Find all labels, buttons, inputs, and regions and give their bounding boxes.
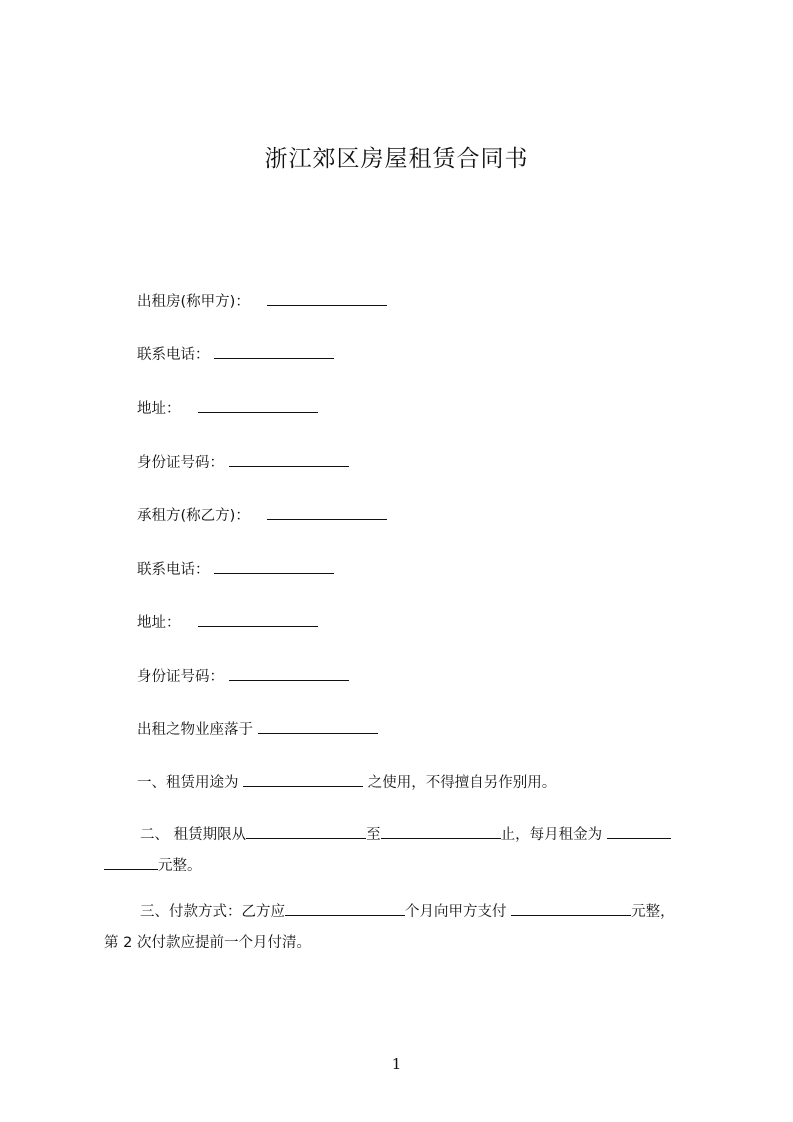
monthly-rent-blank-2[interactable] — [104, 855, 158, 870]
lessor-address-field — [137, 398, 318, 419]
lessor-name-blank[interactable] — [267, 291, 387, 306]
lessee-address-blank[interactable] — [198, 612, 318, 627]
clause-two-prefix: 二、 租赁期限从 — [140, 827, 247, 843]
clause-one-suffix: 之使用，不得擅自另作别用。 — [367, 775, 557, 791]
lessee-phone-field — [137, 559, 334, 580]
lessee-name-blank[interactable] — [267, 505, 387, 520]
clause-three — [104, 897, 700, 959]
lessee-id-field — [137, 666, 349, 687]
payment-amount-blank[interactable] — [511, 901, 631, 916]
lessee-name-field — [137, 505, 387, 526]
property-location-blank[interactable] — [258, 719, 378, 734]
usage-blank[interactable] — [243, 772, 363, 787]
property-location-field — [137, 719, 378, 740]
lessor-name-label: 出租房(称甲方)： — [137, 294, 250, 310]
lessor-id-blank[interactable] — [229, 452, 349, 467]
lessor-phone-label: 联系电话： — [137, 347, 210, 363]
lessor-id-field — [137, 452, 349, 473]
clause-one — [137, 772, 556, 793]
clause-three-mid-end: 元整， — [631, 904, 675, 920]
lessee-id-blank[interactable] — [229, 666, 349, 681]
page-number: 1 — [391, 1055, 402, 1073]
lease-start-blank[interactable] — [246, 824, 366, 839]
lessor-phone-field — [137, 344, 334, 365]
lessee-phone-label: 联系电话： — [137, 562, 210, 578]
lessor-name-field — [137, 291, 387, 312]
lessee-name-label: 承租方(称乙方)： — [137, 508, 250, 524]
lessor-phone-blank[interactable] — [214, 344, 334, 359]
lessee-phone-blank[interactable] — [214, 559, 334, 574]
clause-two-to: 至 — [366, 827, 381, 843]
page-title: 浙江郊区房屋租赁合同书 — [264, 146, 529, 172]
lessor-address-blank[interactable] — [198, 398, 318, 413]
property-location-label: 出租之物业座落于 — [137, 722, 253, 738]
clause-three-prefix: 三、付款方式：乙方应 — [140, 904, 285, 920]
clause-one-prefix: 一、租赁用途为 — [137, 775, 239, 791]
clause-three-mid: 个月向甲方支付 — [405, 904, 512, 920]
lease-end-blank[interactable] — [381, 824, 501, 839]
lessee-id-label: 身份证号码： — [137, 669, 224, 685]
monthly-rent-blank-1[interactable] — [607, 824, 671, 839]
clause-two-rent-text: 止，每月租金为 — [500, 827, 607, 843]
clause-three-line2: 第 2 次付款应提前一个月付清。 — [104, 935, 311, 951]
clause-two — [104, 820, 700, 882]
lessor-id-label: 身份证号码： — [137, 455, 224, 471]
payment-months-blank[interactable] — [285, 901, 405, 916]
lessor-address-label: 地址： — [137, 401, 181, 417]
lessee-address-field — [137, 612, 318, 633]
lessee-address-label: 地址： — [137, 615, 181, 631]
clause-two-end: 元整。 — [158, 858, 202, 874]
